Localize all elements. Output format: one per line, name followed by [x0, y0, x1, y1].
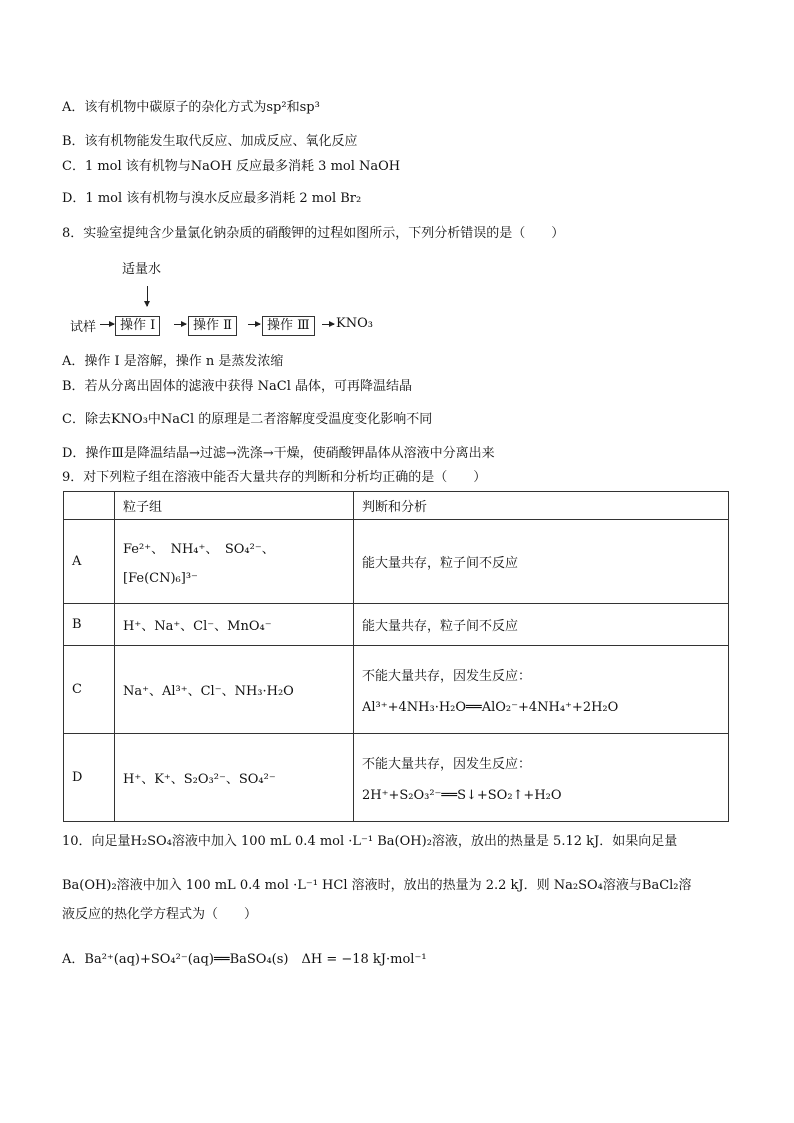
q7-option-c: C．1 mol 该有机物与NaOH 反应最多消耗 3 mol NaOH — [62, 159, 401, 174]
flow-sample-label: 试样 — [70, 320, 97, 335]
flow-op3-box: 操作 Ⅲ — [262, 316, 315, 336]
ions-cell — [115, 520, 354, 604]
q8-flow-diagram — [70, 258, 400, 338]
q8-option-c: C．除去KNO₃中NaCl 的原理是二者溶解度受温度变化影响不同 — [62, 412, 433, 427]
q8-option-d: D．操作Ⅲ是降温结晶→过滤→洗涤→干燥，使硝酸钾晶体从溶液中分离出来 — [62, 446, 495, 461]
judgement-text: 不能大量共存，因发生反应： — [362, 668, 532, 684]
q8-option-b: B．若从分离出固体的滤液中获得 NaCl 晶体，可再降温结晶 — [62, 379, 413, 394]
flow-arrow-3 — [248, 324, 260, 325]
q10-line-3: 液反应的热化学方程式为（ ） — [62, 907, 258, 922]
table-header-row — [64, 492, 729, 520]
flow-arrow-1 — [100, 324, 114, 325]
q7-option-a: A．该有机物中碳原子的杂化方式为sp²和sp³ — [62, 100, 320, 115]
judgement-cell — [354, 734, 729, 822]
reaction-equation: 2H⁺+S₂O₃²⁻══S↓+SO₂↑+H₂O — [362, 787, 562, 803]
row-label: C — [64, 646, 115, 734]
flow-water-label: 适量水 — [122, 262, 162, 277]
header-analysis: 判断和分析 — [354, 492, 729, 520]
row-label: D — [64, 734, 115, 822]
table-row — [64, 734, 729, 822]
flow-down-arrow — [147, 286, 148, 306]
ions-cell: H⁺、Na⁺、Cl⁻、MnO₄⁻ — [115, 604, 354, 646]
table-row — [64, 604, 729, 646]
flow-product-label: KNO₃ — [336, 316, 373, 331]
judgement-cell: 能大量共存，粒子间不反应 — [354, 520, 729, 604]
header-ions: 粒子组 — [115, 492, 354, 520]
ions-cell: Na⁺、Al³⁺、Cl⁻、NH₃·H₂O — [115, 646, 354, 734]
q10-line-1: 10．向足量H₂SO₄溶液中加入 100 mL 0.4 mol ·L⁻¹ Ba(OH)₂溶液，放出的热量是 5.12 kJ．如果向足量 — [62, 834, 678, 849]
table-row — [64, 520, 729, 604]
judgement-cell: 能大量共存，粒子间不反应 — [354, 604, 729, 646]
flow-arrow-2 — [174, 324, 186, 325]
flow-op1-box: 操作 Ⅰ — [115, 316, 160, 336]
judgement-text: 不能大量共存，因发生反应： — [362, 756, 532, 772]
q10-line-2: Ba(OH)₂溶液中加入 100 mL 0.4 mol ·L⁻¹ HCl 溶液时，放出的热量为 2.2 kJ．则 Na₂SO₄溶液与BaCl₂溶 — [62, 878, 692, 893]
ions-line: Fe²⁺、 NH₄⁺、 SO₄²⁻、 — [123, 541, 275, 557]
q9-table — [63, 491, 729, 822]
header-blank — [64, 492, 115, 520]
q8-option-a: A．操作 I 是溶解，操作 n 是蒸发浓缩 — [62, 354, 284, 369]
ions-cell: H⁺、K⁺、S₂O₃²⁻、SO₄²⁻ — [115, 734, 354, 822]
judgement-cell — [354, 646, 729, 734]
flow-arrow-4 — [322, 324, 334, 325]
row-label: B — [64, 604, 115, 646]
q7-option-d: D．1 mol 该有机物与溴水反应最多消耗 2 mol Br₂ — [62, 191, 362, 206]
q8-stem: 8．实验室提纯含少量氯化钠杂质的硝酸钾的过程如图所示，下列分析错误的是（ ） — [62, 226, 565, 241]
ions-line: [Fe(CN)₆]³⁻ — [123, 570, 198, 586]
row-label: A — [64, 520, 115, 604]
q10-option-a: A．Ba²⁺(aq)+SO₄²⁻(aq)══BaSO₄(s) ΔH = −18 kJ·mol⁻¹ — [62, 952, 427, 967]
q7-option-b: B．该有机物能发生取代反应、加成反应、氧化反应 — [62, 134, 358, 149]
reaction-equation: Al³⁺+4NH₃·H₂O══AlO₂⁻+4NH₄⁺+2H₂O — [362, 699, 619, 715]
q9-stem: 9．对下列粒子组在溶液中能否大量共存的判断和分析均正确的是（ ） — [62, 470, 487, 485]
table-row — [64, 646, 729, 734]
flow-op2-box: 操作 Ⅱ — [188, 316, 237, 336]
